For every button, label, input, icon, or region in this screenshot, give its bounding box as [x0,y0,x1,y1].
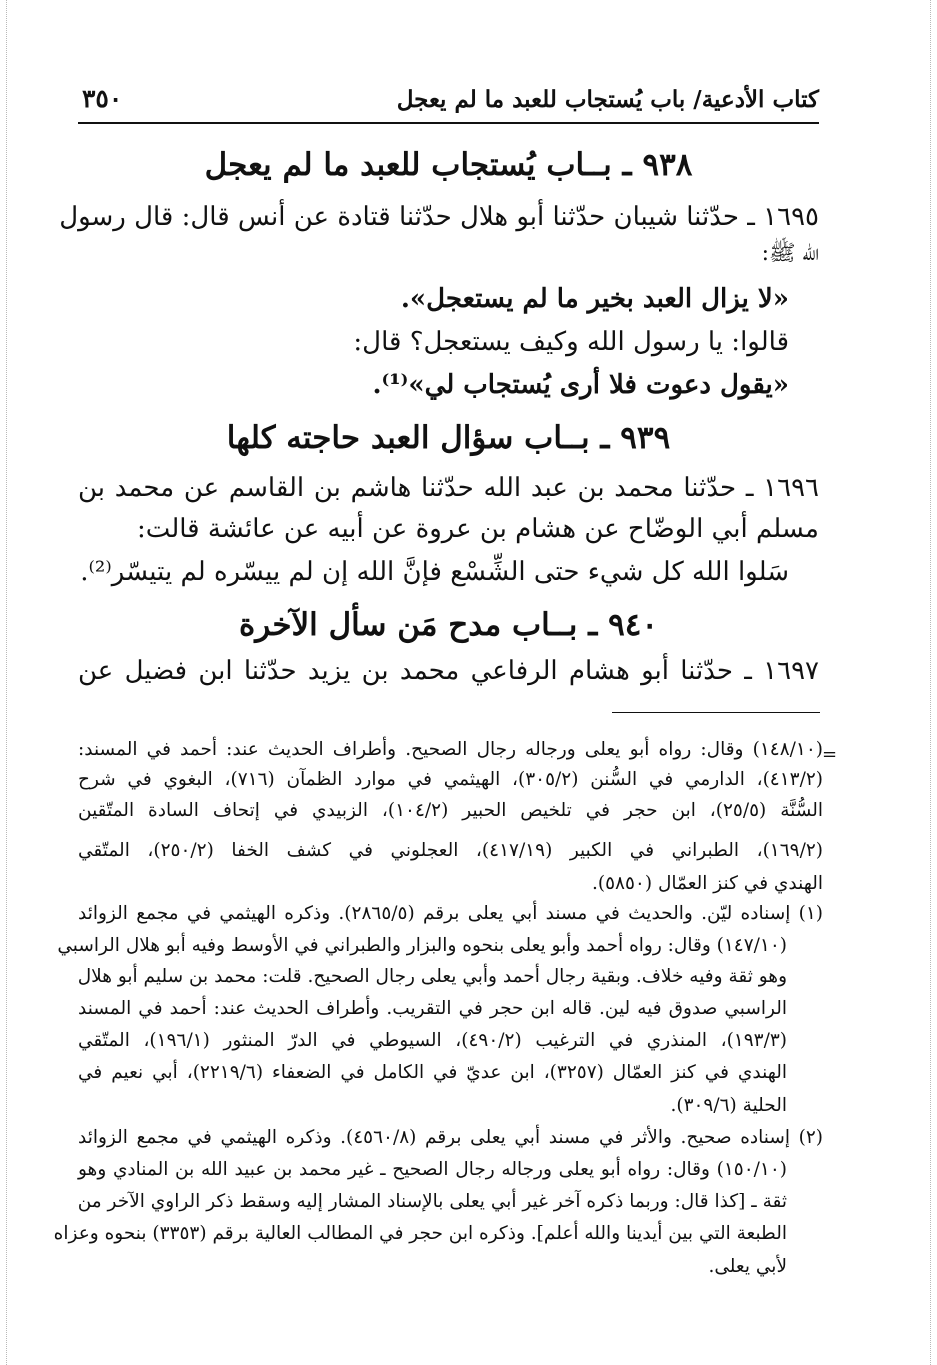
footnote-2-line-5: لأبي يعلى. [708,1256,787,1277]
footnote-1-line-3: وهو ثقة وفيه خلاف. وبقية رجال أحمد وأبي يعلى رجال الصحيح. قلت: محمد بن سليم أبو هلال [77,966,787,987]
footnote-2-line-4: الطبعة التي بين أيدينا والله أعلم]. وذكره ابن حجر في المطالب العالية برقم (٣٣٥٣) بنحوه وعزاه [53,1223,787,1244]
scan-edge-left [6,0,8,1365]
hadith-1696-line-3: سَلوا الله كل شيء حتى الشِّسْع فإنَّ الله إن لم ييسّره لم يتيسّر⁽²⁾. [80,557,789,587]
footnote-2-line-3: ثقة ـ [كذا قال: وربما ذكره آخر غير أبي يعلى بالإسناد المشار إليه وسقط ذكر الراوي الآخر من [77,1191,787,1212]
section-heading-940: ٩٤٠ ـ بــاب مدح مَن سأل الآخرة [238,607,659,643]
footnote-2-line-2: (١٥٠/١٠) وقال: رواه أبو يعلى ورجاله رجال الصحيح ـ غير محمد بن عبيد الله بن المنادي وهو [78,1159,787,1180]
footnote-2-line-1: (٢) إسناده صحيح. والأثر في مسند أبي يعلى برقم (٤٥٦٠/٨). وذكره الهيثمي في مجمع الزوائد [78,1127,823,1148]
hadith-1697-line-1: ١٦٩٧ ـ حدّثنا أبو هشام الرفاعي محمد بن يزيد حدّثنا ابن فضيل عن [78,656,819,686]
hadith-1695-line-1: ١٦٩٥ ـ حدّثنا شيبان حدّثنا أبو هلال حدّثنا قتادة عن أنس قال: قال رسول [59,202,819,232]
hadith-1696-line-2: مسلم أبي الوضّاح عن هشام بن عروة عن أبيه عن عائشة قالت: [137,514,819,544]
footnote-cont-line-1: (١٤٨/١٠) وقال: رواه أبو يعلى ورجاله رجال الصحيح. وأطراف الحديث عند: أحمد في المسند: [78,739,823,760]
hadith-1695-line-2: الله ﷺ: [761,241,819,266]
running-title: كتاب الأدعية/ باب يُستجاب للعبد ما لم يعجل [396,86,819,113]
footnote-1-line-7: الحلية (٣٠٩/٦). [670,1095,787,1116]
page-header [78,82,819,122]
footnote-1-line-6: الهندي في كنز العمّال (٣٢٥٧)، ابن عديّ في الكامل في الضعفاء (٢٢١٩/٦)، أبي نعيم في [78,1062,787,1083]
page-number: ٣٥٠ [82,84,123,113]
hadith-1695-quote-2: «يقول دعوت فلا أرى يُستجاب لي»⁽¹⁾. [372,370,789,400]
footnote-cont-line-3: السُّنَّة (٢٥/٥)، ابن حجر في تلخيص الحبير (١٠٤/٢)، الزبيدي في إتحاف السادة المتّقين [78,800,823,821]
section-heading-939: ٩٣٩ ـ بــاب سؤال العبد حاجته كلها [226,420,671,456]
footnote-cont-line-4: (١٦٩/٢)، الطبراني في الكبير (٤١٧/١٩)، العجلوني في كشف الخفا (٢٥٠/٢)، المتّقي [78,840,823,861]
footnote-cont-line-2: (٤١٣/٢)، الدارمي في السُّنن (٣٠٥/٢)، الهيثمي في موارد الظمآن (٧١٦)، البغوي في شرح [78,769,823,790]
hadith-1695-line-4: قالوا: يا رسول الله وكيف يستعجل؟ قال: [353,327,789,357]
footnote-cont-line-5: الهندي في كنز العمّال (٥٨٥٠). [591,873,823,894]
continuation-mark: = [822,744,838,765]
footnote-1-line-5: (١٩٣/٣)، المنذري في الترغيب (٤٩٠/٢)، السيوطي في الدرّ المنثور (١٩٦/١)، المتّقي [78,1030,787,1051]
footnote-1-line-1: (١) إسناده ليّن. والحديث في مسند أبي يعلى برقم (٢٨٦٥/٥). وذكره الهيثمي في مجمع الزوائد [78,903,823,924]
header-rule [78,122,819,124]
footnote-1-line-4: الراسبي صدوق فيه لين. قاله ابن حجر في التقريب. وأطراف الحديث عند: أحمد في المسند [78,998,787,1019]
hadith-1696-line-1: ١٦٩٦ ـ حدّثنا محمد بن عبد الله حدّثنا هاشم بن القاسم عن محمد بن [78,473,819,503]
footnote-separator [612,712,820,713]
section-heading-938: ٩٣٨ ـ بــاب يُستجاب للعبد ما لم يعجل [204,147,693,183]
hadith-1695-quote-1: «لا يزال العبد بخير ما لم يستعجل». [400,284,789,314]
footnote-1-line-2: (١٤٧/١٠) وقال: رواه أحمد وأبو يعلى بنحوه والبزار والطبراني في الأوسط وفيه أبو هلال الراسبي [57,935,787,956]
scan-edge-right [930,0,932,1365]
